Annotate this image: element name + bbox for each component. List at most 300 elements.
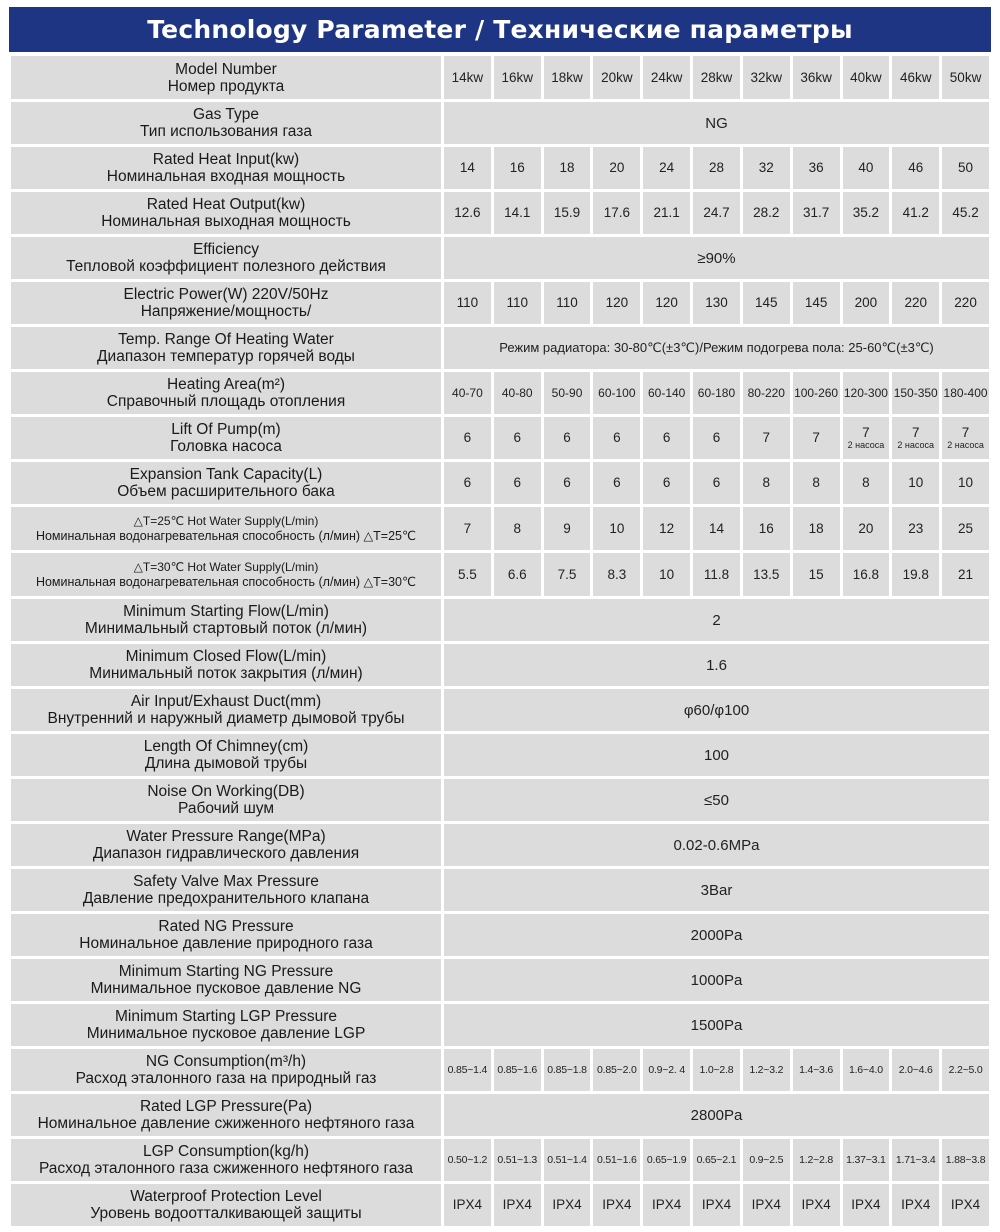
value-cell bbox=[942, 282, 989, 324]
parameter-label-ru: Тепловой коэффициент полезного действия bbox=[66, 258, 386, 275]
value-cell bbox=[643, 147, 690, 189]
parameter-label-en: Water Pressure Range(MPa) bbox=[126, 828, 326, 845]
value-cell bbox=[843, 1049, 890, 1091]
value-cell bbox=[544, 507, 591, 550]
value-text: 20 bbox=[858, 520, 874, 536]
value-text: 0.9~2. 4 bbox=[648, 1064, 685, 1076]
parameter-label-ru: Внутренний и наружный диаметр дымовой трубы bbox=[47, 710, 405, 727]
value-cell bbox=[793, 372, 840, 414]
value-cell bbox=[942, 553, 989, 596]
value-text: 40kw bbox=[850, 69, 882, 85]
value-text: 17.6 bbox=[603, 205, 630, 220]
value-text: 0.85~1.4 bbox=[447, 1064, 488, 1076]
value-text: 1.71~3.4 bbox=[895, 1154, 936, 1166]
value-cell bbox=[892, 282, 939, 324]
value-text: 6 bbox=[463, 430, 472, 445]
parameter-label-ru: Номинальная водонагревательная способность (л/мин) △T=30℃ bbox=[35, 574, 417, 589]
value-cell bbox=[892, 417, 939, 459]
value-text: 10 bbox=[958, 475, 974, 490]
value-cell bbox=[743, 507, 790, 550]
value-cell bbox=[942, 507, 989, 550]
value-text: 50kw bbox=[949, 69, 982, 85]
parameter-label bbox=[11, 824, 441, 866]
value-cell bbox=[444, 1049, 491, 1091]
value-cell bbox=[593, 147, 640, 189]
value-cell bbox=[593, 1049, 640, 1091]
value-cell bbox=[843, 553, 890, 596]
parameter-label-en: Lift Of Pump(m) bbox=[171, 421, 281, 438]
value-cell bbox=[643, 553, 690, 596]
parameter-label bbox=[11, 417, 441, 459]
value-cell bbox=[793, 417, 840, 459]
value-text: 6 bbox=[712, 430, 721, 445]
value-text: 220 bbox=[904, 295, 927, 310]
value-cell bbox=[942, 147, 989, 189]
value-cell bbox=[544, 282, 591, 324]
value-text: 6 bbox=[463, 475, 472, 490]
value-cell bbox=[444, 1139, 491, 1181]
merged-value-cell: 3Bar bbox=[444, 869, 989, 911]
value-text: 6 bbox=[712, 475, 721, 490]
value-cell bbox=[693, 282, 740, 324]
value-text: IPX4 bbox=[502, 1197, 532, 1212]
value-cell bbox=[693, 1049, 740, 1091]
value-cell bbox=[793, 56, 840, 99]
value-cell bbox=[593, 372, 640, 414]
table-row bbox=[11, 1139, 989, 1181]
parameter-label-ru: Рабочий шум bbox=[178, 800, 274, 817]
value-text: 0.51~1.4 bbox=[547, 1154, 587, 1166]
parameter-label bbox=[11, 147, 441, 189]
parameter-label bbox=[11, 1094, 441, 1136]
value-cell bbox=[593, 462, 640, 504]
parameter-label bbox=[11, 1049, 441, 1091]
parameter-label-ru: Справочный площадь отопления bbox=[106, 393, 346, 410]
table-row bbox=[11, 1004, 989, 1046]
value-text: 150-350 bbox=[893, 386, 938, 400]
value-cell bbox=[494, 147, 541, 189]
table-row bbox=[11, 192, 989, 234]
value-text: 0.50~1.2 bbox=[447, 1154, 488, 1166]
value-text: 6.6 bbox=[507, 566, 527, 582]
value-cell bbox=[743, 553, 790, 596]
value-text: 20 bbox=[609, 160, 625, 175]
parameter-label-ru: Минимальное пусковое давление LGP bbox=[86, 1025, 366, 1042]
value-cell bbox=[843, 462, 890, 504]
value-cell bbox=[643, 507, 690, 550]
value-cell bbox=[693, 507, 740, 550]
value-cell bbox=[743, 1049, 790, 1091]
value-cell bbox=[793, 192, 840, 234]
parameter-label bbox=[11, 1184, 441, 1226]
value-text: 16kw bbox=[501, 69, 533, 85]
value-cell bbox=[793, 1184, 840, 1226]
value-text: 8.3 bbox=[607, 566, 627, 582]
table-row bbox=[11, 462, 989, 504]
value-text: 21 bbox=[958, 566, 974, 582]
parameter-label-en: Minimum Starting NG Pressure bbox=[118, 963, 334, 980]
value-cell bbox=[843, 507, 890, 550]
parameter-label-en: Noise On Working(DB) bbox=[147, 783, 305, 800]
table-row bbox=[11, 734, 989, 776]
value-text: 13.5 bbox=[753, 566, 780, 582]
value-text: 31.7 bbox=[802, 205, 830, 220]
value-cell bbox=[793, 147, 840, 189]
value-cell bbox=[643, 1184, 690, 1226]
value-text: 12.6 bbox=[454, 205, 481, 220]
table-row bbox=[11, 237, 989, 279]
value-cell bbox=[942, 1184, 989, 1226]
table-row bbox=[11, 1049, 989, 1091]
value-text: 60-140 bbox=[647, 386, 686, 400]
value-cell bbox=[793, 282, 840, 324]
parameter-label-en: Minimum Starting LGP Pressure bbox=[115, 1008, 337, 1025]
value-text: 25 bbox=[958, 520, 974, 536]
parameter-label-en: Length Of Chimney(cm) bbox=[143, 738, 309, 755]
value-text: 14 bbox=[459, 160, 475, 175]
parameter-label-ru: Диапазон гидравлического давления bbox=[92, 845, 360, 862]
value-text: 14kw bbox=[451, 69, 484, 85]
value-text: 46 bbox=[908, 160, 924, 175]
value-text: 24.7 bbox=[703, 205, 730, 220]
value-cell bbox=[544, 553, 591, 596]
table-row bbox=[11, 824, 989, 866]
value-cell bbox=[444, 462, 491, 504]
value-cell bbox=[494, 1049, 541, 1091]
value-text: 2.0~4.6 bbox=[898, 1064, 933, 1076]
value-cell bbox=[593, 507, 640, 550]
parameter-label bbox=[11, 644, 441, 686]
value-text: 32kw bbox=[750, 69, 783, 85]
value-text: IPX4 bbox=[851, 1197, 881, 1212]
parameter-label bbox=[11, 779, 441, 821]
parameter-label bbox=[11, 599, 441, 641]
parameter-label-ru: Номер продукта bbox=[167, 77, 285, 95]
value-text: 1.6~4.0 bbox=[848, 1064, 883, 1076]
value-text: 10 bbox=[659, 566, 675, 582]
parameter-label-ru: Минимальное пусковое давление NG bbox=[90, 980, 362, 997]
value-cell bbox=[793, 1049, 840, 1091]
value-text: 6 bbox=[613, 475, 621, 490]
value-text: 45.2 bbox=[952, 205, 979, 220]
parameter-label-ru: Расход эталонного газа на природный газ bbox=[75, 1070, 377, 1087]
value-cell bbox=[843, 1184, 890, 1226]
value-cell bbox=[942, 372, 989, 414]
value-text: 23 bbox=[908, 520, 924, 536]
parameter-label bbox=[11, 192, 441, 234]
value-cell bbox=[843, 417, 890, 459]
parameter-label-ru: Головка насоса bbox=[170, 438, 282, 455]
value-note: 2 насоса bbox=[847, 440, 885, 450]
merged-value-cell: Режим радиатора: 30-80℃(±3℃)/Режим подогрева пола: 25-60℃(±3℃) bbox=[444, 327, 989, 369]
value-cell bbox=[494, 553, 541, 596]
value-text: 6 bbox=[513, 475, 521, 490]
value-cell bbox=[743, 147, 790, 189]
value-cell bbox=[444, 147, 491, 189]
value-text: 14 bbox=[708, 520, 724, 536]
value-text: 0.9~2.5 bbox=[749, 1154, 784, 1166]
value-cell bbox=[843, 56, 890, 99]
value-cell bbox=[942, 417, 989, 459]
value-text: 6 bbox=[662, 475, 671, 490]
value-text: 8 bbox=[862, 475, 870, 490]
value-text: 60-180 bbox=[697, 386, 736, 400]
value-cell bbox=[892, 1139, 939, 1181]
value-cell bbox=[643, 1139, 690, 1181]
value-cell bbox=[494, 417, 541, 459]
value-text: 15.9 bbox=[553, 205, 581, 220]
value-cell bbox=[444, 56, 491, 99]
value-cell bbox=[494, 56, 541, 99]
parameter-label-en: Rated NG Pressure bbox=[158, 918, 294, 935]
parameter-label-ru: Диапазон температур горячей воды bbox=[97, 348, 355, 365]
parameter-label-ru: Объем расширительного бака bbox=[117, 483, 335, 500]
value-cell bbox=[444, 507, 491, 550]
value-cell bbox=[494, 1184, 541, 1226]
value-cell bbox=[593, 553, 640, 596]
value-text: 12 bbox=[659, 520, 675, 536]
value-cell bbox=[544, 147, 591, 189]
parameter-label-en: Rated LGP Pressure(Pa) bbox=[139, 1098, 312, 1115]
value-text: 9 bbox=[563, 520, 571, 536]
value-cell bbox=[843, 372, 890, 414]
merged-value-cell: 0.02-0.6MPa bbox=[444, 824, 989, 866]
value-cell bbox=[942, 1139, 989, 1181]
value-cell bbox=[593, 1184, 640, 1226]
value-text: 120-300 bbox=[843, 386, 888, 400]
value-text: 7.5 bbox=[557, 566, 577, 582]
parameter-label bbox=[11, 372, 441, 414]
value-cell bbox=[494, 282, 541, 324]
value-text: 8 bbox=[762, 475, 771, 490]
table-row bbox=[11, 914, 989, 956]
parameter-label-en: Efficiency bbox=[192, 241, 260, 258]
value-cell bbox=[892, 147, 939, 189]
value-cell bbox=[942, 56, 989, 99]
value-cell bbox=[843, 147, 890, 189]
parameter-label-en: NG Consumption(m³/h) bbox=[145, 1053, 307, 1070]
value-text: 36kw bbox=[800, 69, 832, 85]
value-cell bbox=[743, 56, 790, 99]
value-text: 1.2~2.8 bbox=[799, 1154, 834, 1166]
table-row bbox=[11, 417, 989, 459]
parameter-label-en: Heating Area(m²) bbox=[166, 376, 285, 393]
value-text: 15 bbox=[808, 566, 824, 582]
value-text: 0.51~1.3 bbox=[497, 1154, 537, 1166]
value-cell bbox=[693, 417, 740, 459]
value-cell bbox=[494, 192, 541, 234]
parameter-label-en: Electric Power(W) 220V/50Hz bbox=[123, 286, 329, 303]
value-text: 0.85~1.6 bbox=[497, 1064, 537, 1076]
value-cell bbox=[793, 507, 840, 550]
value-text: 6 bbox=[613, 430, 621, 445]
value-cell bbox=[693, 1139, 740, 1181]
merged-value-cell: ≥90% bbox=[444, 237, 989, 279]
parameter-label bbox=[11, 282, 441, 324]
value-text: 8 bbox=[513, 520, 521, 536]
value-cell bbox=[593, 282, 640, 324]
value-cell bbox=[743, 417, 790, 459]
value-cell bbox=[444, 553, 491, 596]
value-text: 2.2~5.0 bbox=[948, 1064, 983, 1076]
parameter-label-en: Temp. Range Of Heating Water bbox=[118, 331, 334, 348]
value-text: 110 bbox=[456, 295, 479, 310]
value-cell bbox=[544, 417, 591, 459]
value-cell bbox=[693, 462, 740, 504]
value-text: 0.65~1.9 bbox=[646, 1154, 687, 1166]
value-cell bbox=[793, 1139, 840, 1181]
value-text: 6 bbox=[662, 430, 671, 445]
value-cell bbox=[843, 1139, 890, 1181]
value-text: 0.65~2.1 bbox=[696, 1154, 737, 1166]
value-text: 1.0~2.8 bbox=[699, 1064, 734, 1076]
value-text: 145 bbox=[804, 295, 828, 310]
merged-value-cell: NG bbox=[444, 102, 989, 144]
value-text: 16 bbox=[758, 520, 774, 536]
value-text: 6 bbox=[513, 430, 521, 445]
parameter-label-ru: Номинальная входная мощность bbox=[106, 168, 346, 185]
parameter-label bbox=[11, 959, 441, 1001]
parameter-label-ru: Напряжение/мощность/ bbox=[140, 303, 312, 320]
value-cell bbox=[544, 1184, 591, 1226]
value-cell bbox=[892, 1049, 939, 1091]
value-text: IPX4 bbox=[652, 1197, 682, 1212]
parameter-label bbox=[11, 689, 441, 731]
merged-value-cell: 2800Pa bbox=[444, 1094, 989, 1136]
value-cell bbox=[743, 1139, 790, 1181]
value-text: 6 bbox=[563, 475, 571, 490]
value-text: 40-80 bbox=[501, 386, 533, 400]
value-text: 11.8 bbox=[703, 566, 730, 582]
value-text: 24kw bbox=[650, 69, 683, 85]
value-text: 36 bbox=[808, 160, 824, 175]
table-row bbox=[11, 102, 989, 144]
value-text: 32 bbox=[758, 160, 774, 175]
value-text: 7 bbox=[862, 425, 870, 440]
value-cell bbox=[643, 372, 690, 414]
value-text: 46kw bbox=[899, 69, 932, 85]
value-cell bbox=[494, 462, 541, 504]
value-text: IPX4 bbox=[552, 1197, 582, 1212]
value-text: 110 bbox=[506, 295, 528, 310]
value-cell bbox=[544, 372, 591, 414]
value-cell bbox=[544, 192, 591, 234]
parameter-label-en: Rated Heat Input(kw) bbox=[152, 151, 300, 168]
value-cell bbox=[892, 462, 939, 504]
value-cell bbox=[643, 1049, 690, 1091]
spec-table-body bbox=[11, 56, 989, 1226]
value-cell bbox=[693, 147, 740, 189]
value-text: 145 bbox=[755, 295, 778, 310]
value-text: 0.51~1.6 bbox=[597, 1154, 637, 1166]
merged-value-cell: 100 bbox=[444, 734, 989, 776]
value-cell bbox=[892, 56, 939, 99]
parameter-label bbox=[11, 327, 441, 369]
value-text: 18 bbox=[559, 160, 575, 175]
value-text: 28kw bbox=[700, 69, 733, 85]
value-text: 19.8 bbox=[902, 566, 929, 582]
value-cell bbox=[942, 192, 989, 234]
value-text: 5.5 bbox=[458, 566, 477, 582]
table-row bbox=[11, 959, 989, 1001]
parameter-label-en: Rated Heat Output(kw) bbox=[146, 196, 306, 213]
value-text: 21.1 bbox=[653, 205, 680, 220]
parameter-label bbox=[11, 237, 441, 279]
parameter-label-en: Waterproof Protection Level bbox=[130, 1188, 322, 1205]
value-cell bbox=[892, 553, 939, 596]
value-text: 180-400 bbox=[943, 386, 988, 400]
value-cell bbox=[942, 1049, 989, 1091]
value-text: 220 bbox=[954, 295, 977, 310]
value-cell bbox=[494, 372, 541, 414]
value-text: 1.37~3.1 bbox=[846, 1154, 886, 1166]
value-cell bbox=[444, 372, 491, 414]
merged-value-cell: 1000Pa bbox=[444, 959, 989, 1001]
parameter-label-en: Minimum Starting Flow(L/min) bbox=[123, 603, 329, 620]
value-text: 35.2 bbox=[852, 205, 880, 220]
value-text: IPX4 bbox=[751, 1197, 781, 1212]
merged-value-cell: 1.6 bbox=[444, 644, 989, 686]
spec-table bbox=[8, 53, 992, 1229]
value-cell bbox=[494, 1139, 541, 1181]
parameter-label-ru: Номинальное давление природного газа bbox=[79, 935, 373, 952]
parameter-label bbox=[11, 1139, 441, 1181]
merged-value-cell: 1500Pa bbox=[444, 1004, 989, 1046]
value-text: 28.2 bbox=[753, 205, 780, 220]
value-text: 6 bbox=[563, 430, 571, 445]
value-text: 7 bbox=[812, 430, 820, 445]
parameter-label-en: Expansion Tank Capacity(L) bbox=[129, 466, 323, 483]
value-text: 40 bbox=[858, 160, 874, 175]
parameter-label-ru: Номинальное давление сжиженного нефтяного газа bbox=[37, 1115, 415, 1132]
parameter-label-en: Air Input/Exhaust Duct(mm) bbox=[130, 693, 322, 710]
parameter-label bbox=[11, 1004, 441, 1046]
value-cell bbox=[892, 507, 939, 550]
value-text: 10 bbox=[908, 475, 924, 490]
value-cell bbox=[892, 192, 939, 234]
value-note: 2 насоса bbox=[947, 440, 984, 450]
value-text: 40-70 bbox=[452, 386, 483, 400]
table-row bbox=[11, 779, 989, 821]
parameter-label bbox=[11, 462, 441, 504]
value-text: 41.2 bbox=[902, 205, 929, 220]
value-cell bbox=[892, 1184, 939, 1226]
value-text: 50 bbox=[958, 160, 974, 175]
value-text: IPX4 bbox=[950, 1197, 981, 1212]
page-title: Technology Parameter / Технические параметры bbox=[9, 7, 991, 52]
value-text: 24 bbox=[659, 160, 675, 175]
value-cell bbox=[793, 553, 840, 596]
value-cell bbox=[843, 192, 890, 234]
value-cell bbox=[942, 462, 989, 504]
value-text: 16 bbox=[509, 160, 525, 175]
value-text: 0.85~2.0 bbox=[597, 1064, 637, 1076]
value-cell bbox=[693, 1184, 740, 1226]
value-text: 200 bbox=[854, 295, 878, 310]
parameter-label-ru: Минимальный стартовый поток (л/мин) bbox=[84, 620, 368, 637]
value-cell bbox=[494, 507, 541, 550]
table-row bbox=[11, 1184, 989, 1226]
merged-value-cell: 2000Pa bbox=[444, 914, 989, 956]
parameter-label-ru: Давление предохранительного клапана bbox=[82, 890, 370, 907]
value-cell bbox=[693, 56, 740, 99]
parameter-label bbox=[11, 102, 441, 144]
table-row bbox=[11, 869, 989, 911]
table-row bbox=[11, 553, 989, 596]
value-text: 120 bbox=[655, 295, 678, 310]
value-text: 1.4~3.6 bbox=[799, 1064, 834, 1076]
value-cell bbox=[643, 56, 690, 99]
